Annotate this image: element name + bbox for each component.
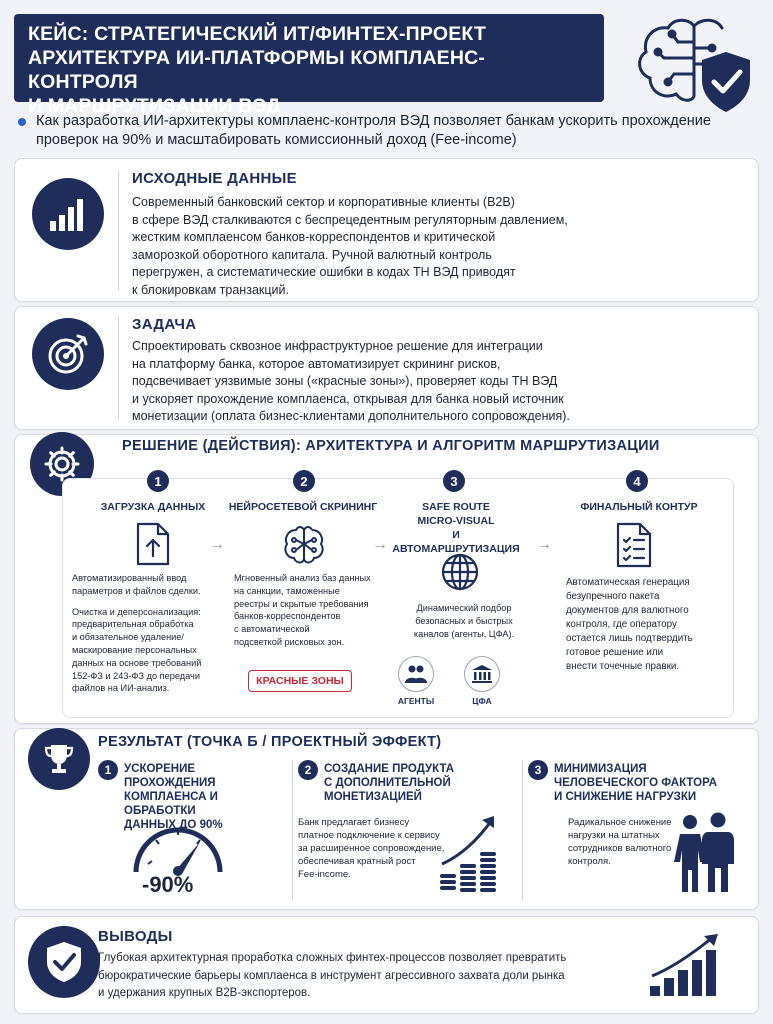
header-line-3: И МАРШРУТИЗАЦИИ ВЭД	[28, 95, 281, 117]
text-line: Автоматическая генерация	[566, 577, 690, 588]
text-line: 152-ФЗ и 243-ФЗ до передачи	[72, 670, 200, 681]
text-line: Fee-income.	[298, 869, 351, 880]
header-line-2: АРХИТЕКТУРА ИИ-ПЛАТФОРМЫ КОМПЛАЕНС-КОНТРОЛЯ	[28, 47, 486, 93]
divider	[118, 170, 119, 290]
step-text	[72, 572, 222, 695]
text-line: безопасных и быстрых	[415, 615, 513, 626]
checklist-document-icon	[614, 522, 654, 568]
step-title: НЕЙРОСЕТЕВОЙ СКРИНИНГ	[228, 501, 378, 513]
gauge-value: -90%	[142, 872, 194, 897]
divider	[522, 760, 523, 900]
text-line: Банк предлагает бизнесу	[298, 817, 410, 828]
text-line: с автоматической	[234, 624, 310, 635]
text-line: документов для валютного	[566, 605, 689, 616]
arrow-right-icon: →	[372, 536, 388, 553]
step-number: 4	[626, 470, 648, 492]
text-line: и удержания крупных B2B-экспортеров.	[98, 987, 311, 999]
title-line: SAFE ROUTE	[422, 501, 490, 513]
text-line: к блокировкам транзакций.	[132, 282, 289, 297]
text-line: и ускоряет прохождение комплаенса, открывая для банка новый источник	[132, 391, 564, 406]
result-title: РЕЗУЛЬТАТ (ТОЧКА Б / ПРОЕКТНЫЙ ЭФФЕКТ)	[98, 734, 442, 750]
title-line: ДАННЫХ ДО 90%	[124, 819, 223, 831]
title-line: СОЗДАНИЕ ПРОДУКТА	[324, 763, 455, 775]
step-number: 3	[443, 470, 465, 492]
text-line: заморозкой оборотного капитала. Ручной валютный контроль	[132, 247, 492, 262]
text-line: готовое решение или	[566, 647, 664, 658]
step-title	[392, 500, 520, 556]
bullet-dot	[18, 118, 26, 126]
result-number: 1	[98, 760, 118, 780]
growth-chart-icon	[648, 932, 724, 998]
speedometer-icon	[128, 816, 228, 876]
title-line: И СНИЖЕНИЕ НАГРУЗКИ	[554, 791, 697, 803]
upload-document-icon	[134, 522, 174, 566]
text-line: перегружен, а систематические ошибки в кодах ТН ВЭД приводят	[132, 265, 516, 279]
title-line: И АВТОМАРШРУТИЗАЦИЯ	[392, 529, 520, 555]
text-line: платное подключение к сервису	[298, 830, 440, 841]
text-line: Спроектировать сквозное инфраструктурное решение для интеграции	[132, 339, 543, 353]
result-item-text	[298, 816, 448, 881]
title-line: ЧЕЛОВЕЧЕСКОГО ФАКТОРА	[554, 777, 718, 789]
person-icon	[672, 810, 736, 894]
header-line-1: КЕЙС: СТРАТЕГИЧЕСКИЙ ИТ/ФИНТЕХ-ПРОЕКТ	[28, 23, 487, 45]
text-line: реестры и скрытые требования	[234, 598, 369, 609]
divider	[292, 760, 293, 900]
step-text	[566, 576, 716, 674]
text-line: сотрудников валютного	[568, 843, 672, 854]
task-text	[132, 338, 747, 426]
text-line: в сфере ВЭД сталкиваются с беспрецедентным регуляторным давлением,	[132, 212, 568, 227]
title-line: МИНИМИЗАЦИЯ	[554, 763, 647, 775]
title-line: КОМПЛАЕНСА И ОБРАБОТКИ	[124, 791, 218, 817]
conclusions-text	[98, 950, 638, 1003]
text-line: данных на основе требований	[72, 657, 202, 668]
subtitle	[18, 112, 738, 150]
text-line: параметров и файлов сделки.	[72, 585, 201, 596]
globe-icon	[440, 552, 480, 592]
title-line: MICRO-VISUAL	[417, 515, 495, 527]
step-title: ФИНАЛЬНЫЙ КОНТУР	[580, 501, 698, 513]
text-line: маскирование персональных	[72, 644, 197, 655]
text-line: внести точечные правки.	[566, 661, 680, 672]
text-line: Современный банковский сектор и корпоративные клиенты (B2B)	[132, 195, 515, 209]
text-line: Глубокая архитектурная проработка сложных финтех-процессов позволяет превратить	[98, 952, 567, 964]
result-number: 3	[528, 760, 548, 780]
result-number: 2	[298, 760, 318, 780]
step-number: 2	[293, 470, 315, 492]
text-line: Мгновенный анализ баз данных	[234, 573, 371, 583]
result-item-title	[554, 762, 744, 804]
trophy-icon	[28, 728, 90, 790]
bank-icon	[464, 656, 500, 692]
target-icon	[32, 318, 104, 390]
step-text	[234, 572, 384, 649]
solution-title: РЕШЕНИЕ (ДЕЙСТВИЯ): АРХИТЕКТУРА И АЛГОРИТМ МАРШРУТИЗАЦИИ	[122, 438, 660, 454]
subtitle-text: Как разработка ИИ-архитектуры комплаенс-контроля ВЭД позволяет банкам ускорить прохождение проверок на 90% и масштабировать комиссионный доход (Fee-income)	[36, 113, 711, 148]
conclusions-title: ВЫВОДЫ	[98, 928, 173, 945]
shield-check-icon	[28, 926, 100, 998]
text-line: контроля, где оператору	[566, 619, 677, 630]
text-line: жестким комплаенсом банков-корреспондентов и критической	[132, 230, 496, 244]
title-line: МОНЕТИЗАЦИЕЙ	[324, 791, 422, 803]
cfa-label: ЦФА	[472, 696, 492, 706]
text-line: подсвечивает уязвимые зоны («красные зоны»), проверяет коды ТН ВЭД	[132, 374, 558, 388]
text-line: предварительная обработка	[72, 619, 194, 630]
red-zones-badge: КРАСНЫЕ ЗОНЫ	[248, 670, 352, 692]
step-number: 1	[147, 470, 169, 492]
text-line: на платформу банка, которое автоматизирует скрининг рисков,	[132, 356, 501, 371]
text-line: файлов на ИИ-анализ.	[72, 683, 170, 694]
brain-shield-icon	[628, 8, 756, 120]
source-data-title: ИСХОДНЫЕ ДАННЫЕ	[132, 170, 297, 187]
text-line: за расширенное сопровождение,	[298, 843, 445, 854]
step-text	[404, 602, 524, 640]
arrow-right-icon: →	[209, 536, 225, 553]
source-data-text	[132, 194, 742, 299]
text-line: Радикальное снижение	[568, 817, 672, 828]
text-line: монетизации (оплата бизнес-клиентами дополнительного сопровождения).	[132, 409, 570, 423]
task-title: ЗАДАЧА	[132, 316, 197, 333]
people-icon	[398, 656, 434, 692]
text-line: банков-корреспондентов	[234, 611, 341, 622]
divider	[118, 316, 119, 420]
title-line: С ДОПОЛНИТЕЛЬНОЙ	[324, 777, 451, 789]
coins-growth-icon	[436, 812, 516, 894]
text-line: бюрократические барьеры комплаенса в инструмент агрессивного захвата доли рынка	[98, 969, 565, 982]
text-line: и обязательное удаление/	[72, 632, 184, 643]
text-line: Динамический подбор	[416, 603, 512, 613]
text-line: безупречного пакета	[566, 591, 660, 602]
page-header	[14, 14, 604, 117]
result-item-title	[324, 762, 484, 804]
text-line: на санкции, таможенные	[234, 585, 340, 596]
neural-network-icon	[282, 522, 326, 566]
bar-chart-icon	[32, 178, 104, 250]
step-title: ЗАГРУЗКА ДАННЫХ	[100, 501, 206, 513]
title-line: УСКОРЕНИЕ ПРОХОЖДЕНИЯ	[124, 763, 216, 789]
text-line: нагрузки на штатных	[568, 830, 660, 841]
text-line: обеспечивая кратный рост	[298, 856, 416, 867]
text-line: контроля.	[568, 856, 611, 867]
arrow-right-icon: →	[536, 536, 552, 553]
text-line: подсветкой рисковых зон.	[234, 636, 345, 647]
text-line: Автоматизированный ввод	[72, 573, 187, 583]
text-line: Очистка и деперсонализация:	[72, 606, 201, 617]
agents-label: АГЕНТЫ	[397, 696, 435, 706]
text-line: каналов (агенты, ЦФА).	[413, 628, 515, 639]
text-line: остается лишь подтвердить	[566, 633, 693, 644]
